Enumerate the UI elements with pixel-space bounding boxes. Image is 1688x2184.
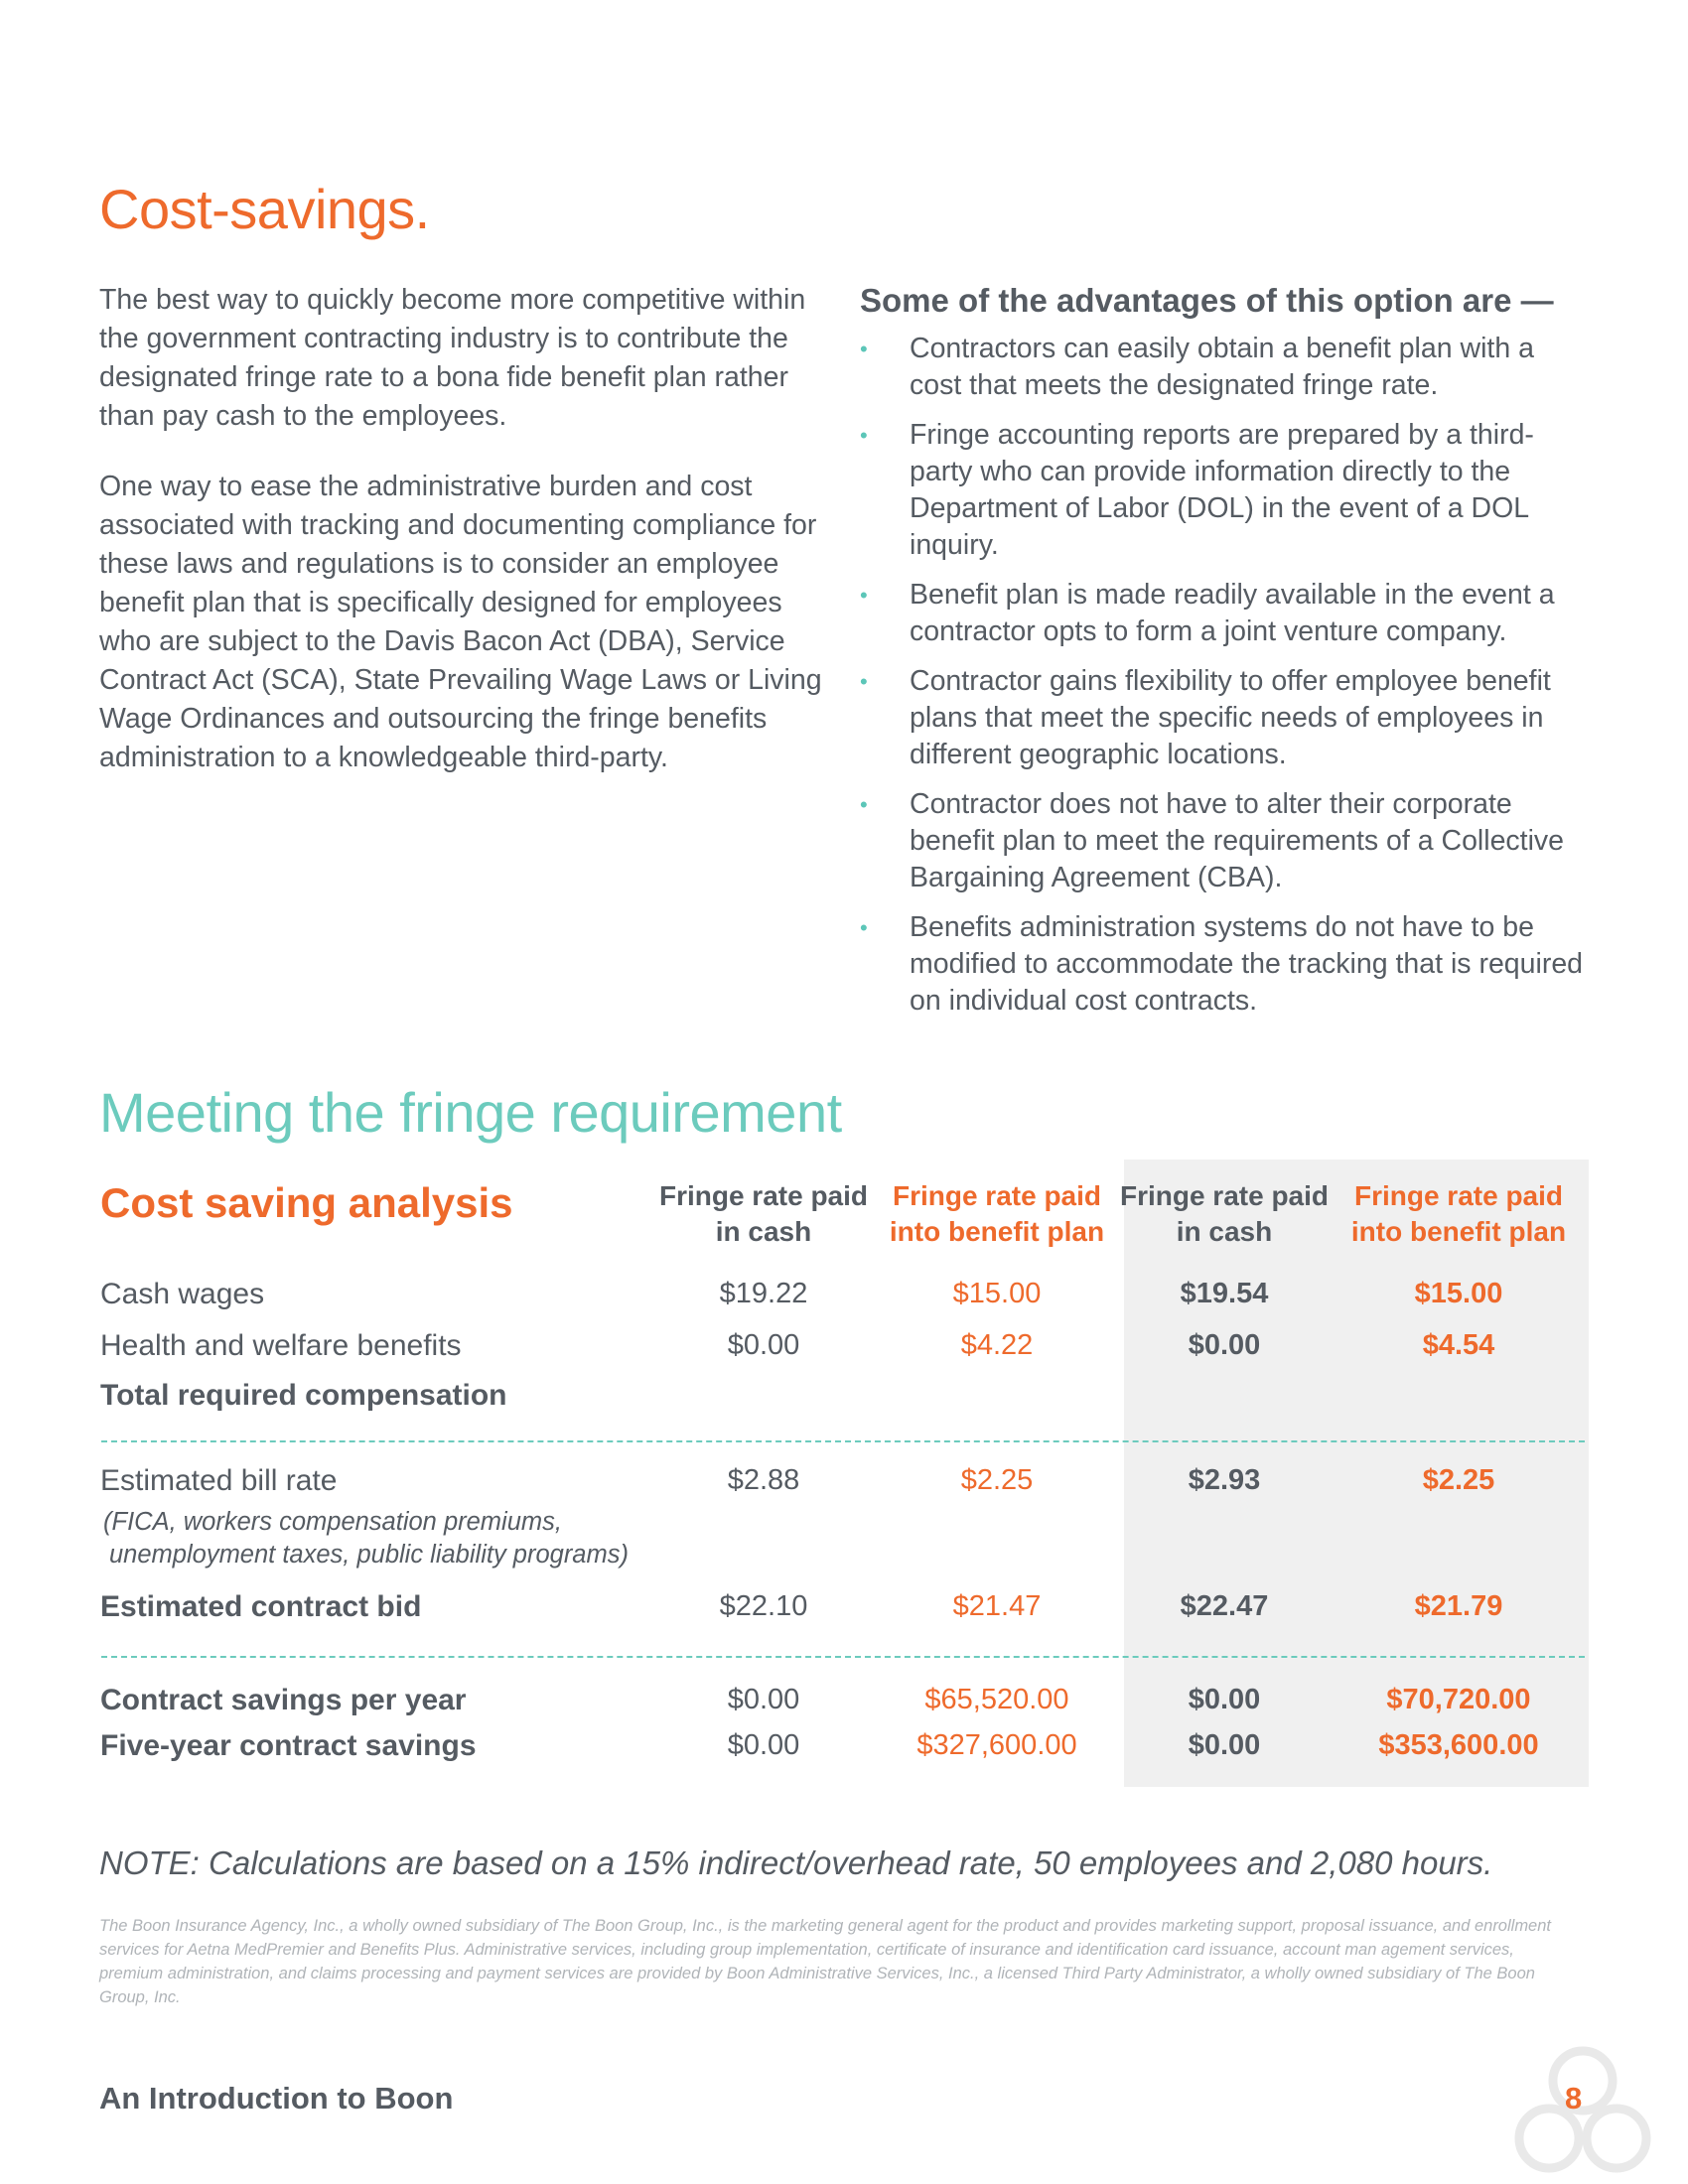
list-item [860, 909, 1585, 1020]
list-item [860, 577, 1585, 650]
table-cell: $21.79 [1414, 1590, 1503, 1622]
table-title: Cost saving analysis [100, 1179, 513, 1226]
list-item-text: Contractor gains flexibility to offer employee benefit plans that meet the specific needs of employees in different geographic locations. [910, 665, 1551, 770]
list-item-text: Contractors can easily obtain a benefit plan with a cost that meets the designated fringe rate. [910, 333, 1534, 401]
table-cell: $70,720.00 [1386, 1684, 1531, 1715]
footer-title: An Introduction to Boon [99, 2081, 454, 2116]
table-cell: $4.54 [1422, 1329, 1495, 1361]
section-title-cost-savings: Cost-savings. [99, 178, 430, 240]
section-title-fringe-requirement: Meeting the fringe requirement [99, 1081, 842, 1144]
table-cell: $15.00 [1414, 1278, 1503, 1309]
table-cell: $15.00 [952, 1278, 1042, 1309]
disclaimer-text: The Boon Insurance Agency, Inc., a wholly owned subsidiary of The Boon Group, Inc., is the marketing general agent for the product and provides marketing support, proposal issuance, and enrollment services for Aetna MedPremier and Benefits Plus. Administrative services, including group implementation, certificate of insurance and identification card issuance, account man agement services, premium administration, and claims processing and payment services are provided by Boon Administrative Services, Inc., a licensed Third Party Administrator, a wholly owned subsidiary of The Boon Group, Inc. [99, 1917, 1551, 2006]
table-cell: $4.22 [960, 1329, 1034, 1361]
table-cell: $22.10 [719, 1590, 808, 1622]
list-item [860, 786, 1585, 896]
bullet-icon: • [860, 423, 868, 448]
table-cell: $2.93 [1188, 1464, 1261, 1496]
column-header-plan-1: Fringe rate paid into benefit plan [889, 1180, 1105, 1247]
bill-rate-note-line-1: (FICA, workers compensation premiums, [103, 1508, 562, 1536]
bullet-icon: • [860, 337, 868, 361]
intro-paragraph-1: The best way to quickly become more competitive within the government contracting industry is to contribute the designated fringe rate to a bona fide benefit plan rather than pay cash to the employees. [99, 284, 806, 432]
intro-paragraph-2: One way to ease the administrative burden and cost associated with tracking and documenting compliance for these laws and regulations is to consider an employee benefit plan that is specifically designed for employees who are subject to the Davis Bacon Act (DBA), Service Contract Act (SCA), State Prevailing Wage Laws or Living Wage Ordinances and outsourcing the fringe benefits administration to a knowledgeable third-party. [99, 471, 822, 773]
advantages-list [860, 331, 1585, 1032]
bill-rate-note [103, 1506, 629, 1571]
dashed-divider [101, 1656, 1585, 1658]
dashed-divider [101, 1440, 1585, 1442]
bullet-icon: • [860, 583, 868, 608]
calculation-note: NOTE: Calculations are based on a 15% indirect/overhead rate, 50 employees and 2,080 hours. [99, 1844, 1493, 1881]
list-item-text: Contractor does not have to alter their corporate benefit plan to meet the requirements of a Collective Bargaining Agreement (CBA). [910, 788, 1565, 893]
list-item [860, 417, 1585, 564]
table-cell: $0.00 [727, 1329, 800, 1361]
list-item-text: Benefits administration systems do not have to be modified to accommodate the tracking that is required on individual cost contracts. [910, 911, 1584, 1017]
table-cell: $2.25 [960, 1464, 1034, 1496]
column-header-plan-2: Fringe rate paid into benefit plan [1350, 1180, 1567, 1247]
list-item [860, 663, 1585, 773]
list-item-text: Benefit plan is made readily available in the event a contractor opts to form a joint venture company. [910, 579, 1555, 647]
advantages-heading: Some of the advantages of this option are — [860, 282, 1554, 319]
row-label-contract-bid: Estimated contract bid [100, 1590, 422, 1623]
row-label-cash-wages: Cash wages [100, 1278, 265, 1310]
table-cell: $19.22 [719, 1278, 808, 1309]
table-cell: $0.00 [1188, 1684, 1261, 1715]
table-cell: $0.00 [727, 1729, 800, 1761]
table-cell: $353,600.00 [1378, 1729, 1539, 1761]
list-item [860, 331, 1585, 404]
bullet-icon: • [860, 792, 868, 817]
row-label-five-year-savings: Five-year contract savings [100, 1729, 477, 1762]
boon-rings-logo-icon [1477, 2043, 1688, 2184]
row-label-total-compensation: Total required compensation [100, 1379, 507, 1412]
table-cell: $22.47 [1180, 1590, 1269, 1622]
row-label-savings-per-year: Contract savings per year [100, 1684, 467, 1716]
column-header-cash-2: Fringe rate paid in cash [1119, 1180, 1330, 1247]
table-cell: $65,520.00 [924, 1684, 1069, 1715]
table-cell: $0.00 [1188, 1329, 1261, 1361]
table-cell: $2.25 [1422, 1464, 1495, 1496]
table-cell: $327,600.00 [916, 1729, 1077, 1761]
row-label-bill-rate: Estimated bill rate [100, 1464, 338, 1497]
page-number: 8 [1565, 2081, 1583, 2116]
bullet-icon: • [860, 669, 868, 694]
table-cell: $0.00 [1188, 1729, 1261, 1761]
table-cell: $21.47 [952, 1590, 1042, 1622]
bullet-icon: • [860, 915, 868, 940]
list-item-text: Fringe accounting reports are prepared by a third-party who can provide information directly to the Department of Labor (DOL) in the event of a DOL inquiry. [910, 419, 1534, 561]
column-header-cash-1: Fringe rate paid in cash [658, 1180, 869, 1247]
bill-rate-note-line-2: unemployment taxes, public liability programs) [109, 1541, 629, 1569]
table-cell: $0.00 [727, 1684, 800, 1715]
table-cell: $19.54 [1180, 1278, 1269, 1309]
table-cell: $2.88 [727, 1464, 800, 1496]
row-label-health: Health and welfare benefits [100, 1329, 462, 1362]
